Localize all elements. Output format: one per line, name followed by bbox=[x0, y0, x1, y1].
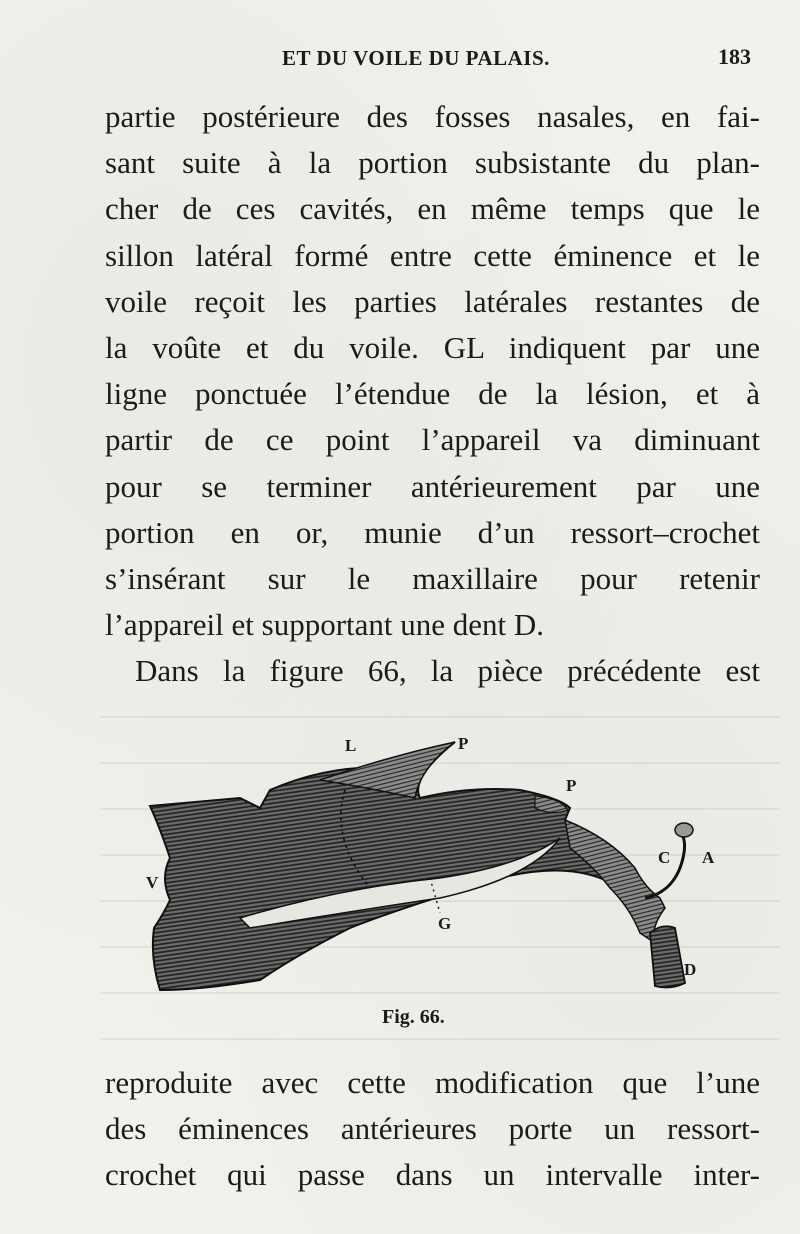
figure-66 bbox=[140, 728, 740, 998]
page-header bbox=[0, 42, 800, 78]
prosthesis-illustration bbox=[140, 728, 740, 998]
tooth-d bbox=[650, 926, 685, 987]
text-line: portion en or, munie d’un ressort–crochet bbox=[105, 514, 760, 550]
label-a: A bbox=[702, 848, 715, 867]
label-p-top: P bbox=[458, 734, 469, 753]
paragraph-2 bbox=[105, 1060, 760, 1199]
text-line: sant suite à la portion subsistante du plan- bbox=[105, 145, 760, 181]
gold-portion bbox=[565, 820, 665, 943]
hook-tip bbox=[675, 823, 693, 837]
label-c: C bbox=[658, 848, 671, 867]
text-line: l’appareil et supportant une dent D. bbox=[105, 607, 545, 643]
page-number: 183 bbox=[718, 44, 751, 69]
text-line: pour se terminer antérieurement par une bbox=[105, 468, 760, 504]
text-line: Dans la figure 66, la pièce précédente est bbox=[135, 653, 760, 689]
text-line: des éminences antérieures porte un ressort- bbox=[105, 1111, 760, 1147]
text-line: partie postérieure des fosses nasales, en fai- bbox=[105, 99, 760, 134]
label-d: D bbox=[684, 960, 697, 979]
text-line: reproduite avec cette modification que l’une bbox=[105, 1065, 760, 1100]
text-line: la voûte et du voile. GL indiquent par une bbox=[105, 329, 760, 365]
text-line: crochet qui passe dans un intervalle inter- bbox=[105, 1157, 760, 1193]
text-line: ligne ponctuée l’étendue de la lésion, et à bbox=[105, 376, 760, 412]
front-tip bbox=[535, 796, 568, 813]
text-line: cher de ces cavités, en même temps que le bbox=[105, 191, 760, 227]
label-g: G bbox=[438, 914, 452, 933]
label-p-right: P bbox=[566, 776, 577, 795]
label-v: V bbox=[146, 873, 159, 892]
running-head: ET DU VOILE DU PALAIS. bbox=[282, 46, 550, 70]
figure-caption: Fig. 66. bbox=[382, 1006, 445, 1028]
text-line: sillon latéral formé entre cette éminence et le bbox=[105, 237, 760, 273]
text-line: s’insérant sur le maxillaire pour retenir bbox=[105, 560, 760, 596]
label-l: L bbox=[345, 736, 357, 755]
text-line: voile reçoit les parties latérales restantes de bbox=[105, 283, 760, 319]
text-line: partir de ce point l’appareil va diminuant bbox=[105, 422, 760, 458]
paragraph-1 bbox=[105, 94, 760, 694]
